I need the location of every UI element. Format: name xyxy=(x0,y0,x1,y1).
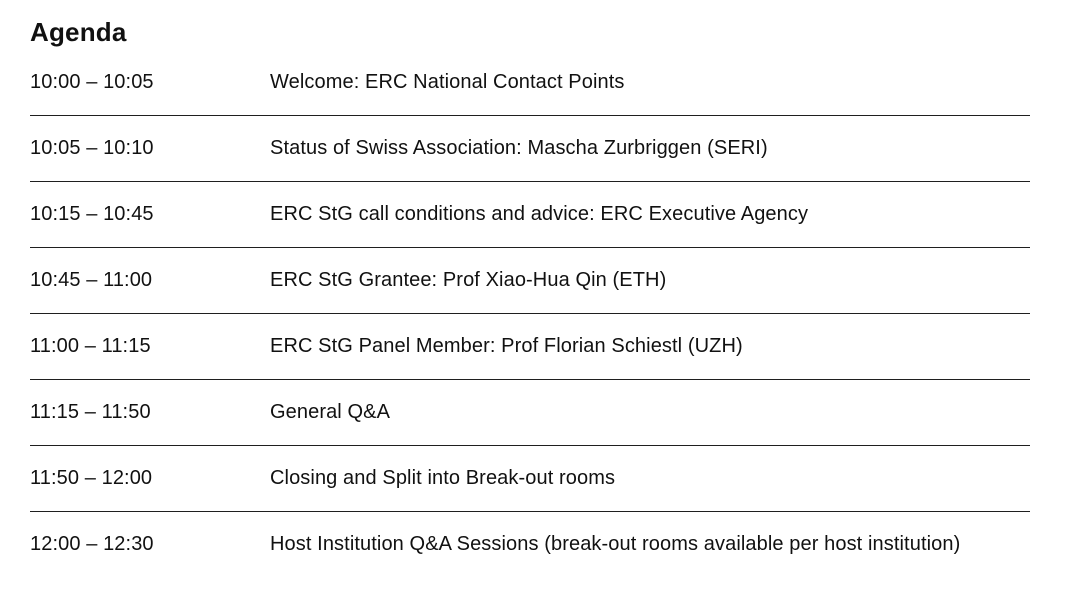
agenda-row-topic: Status of Swiss Association: Mascha Zurbriggen (SERI) xyxy=(270,137,768,159)
agenda-row xyxy=(30,248,1030,314)
agenda-row-time: 10:00 – 10:05 xyxy=(30,71,154,93)
agenda-row-topic: ERC StG call conditions and advice: ERC Executive Agency xyxy=(270,203,809,225)
agenda-row-time: 10:05 – 10:10 xyxy=(30,137,154,159)
agenda-row-topic: ERC StG Grantee: Prof Xiao-Hua Qin (ETH) xyxy=(270,269,667,291)
agenda-row xyxy=(30,446,1030,512)
agenda-row xyxy=(30,182,1030,248)
agenda-row-topic: Closing and Split into Break-out rooms xyxy=(270,467,616,489)
agenda-row-topic: Welcome: ERC National Contact Points xyxy=(270,71,625,93)
agenda-row xyxy=(30,314,1030,380)
agenda-row-time: 11:15 – 11:50 xyxy=(30,401,151,423)
agenda-row-time: 10:15 – 10:45 xyxy=(30,203,154,225)
agenda-row xyxy=(30,512,1030,577)
agenda-row-time: 12:00 – 12:30 xyxy=(30,533,154,555)
page-title: Agenda xyxy=(30,17,127,47)
agenda-row-topic: ERC StG Panel Member: Prof Florian Schiestl (UZH) xyxy=(270,335,743,357)
agenda-row-time: 11:00 – 11:15 xyxy=(30,335,151,357)
agenda-row xyxy=(30,116,1030,182)
agenda-row xyxy=(30,380,1030,446)
agenda-row-time: 10:45 – 11:00 xyxy=(30,269,153,291)
agenda-table xyxy=(30,50,1030,577)
agenda-row-topic: General Q&A xyxy=(270,401,391,423)
agenda-row-topic: Host Institution Q&A Sessions (break-out rooms available per host institution) xyxy=(270,533,961,555)
agenda-row-time: 11:50 – 12:00 xyxy=(30,467,153,489)
agenda-row xyxy=(30,50,1030,116)
